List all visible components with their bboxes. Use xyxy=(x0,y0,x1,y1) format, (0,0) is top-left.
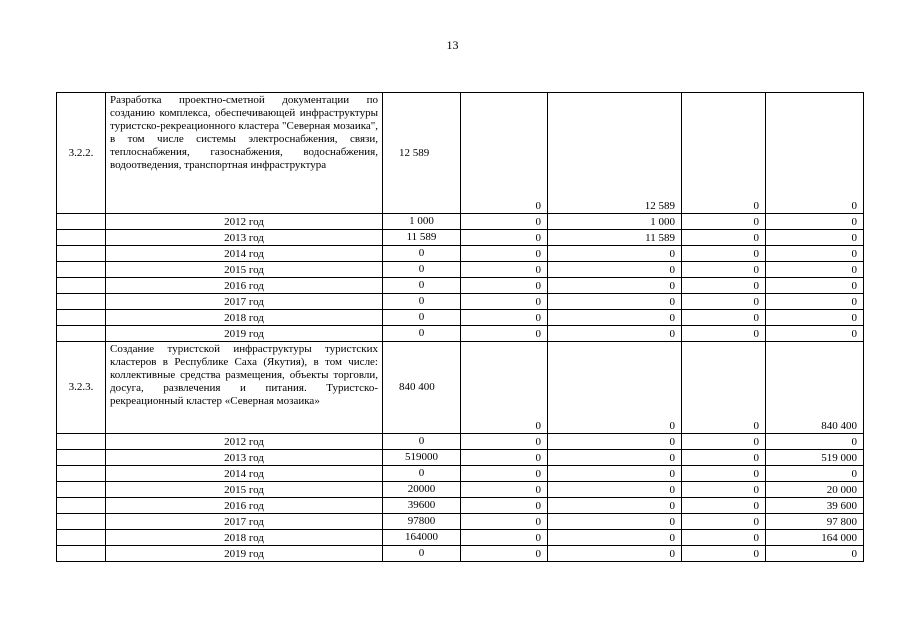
year-total: 0 xyxy=(383,246,461,262)
code-empty-cell xyxy=(57,434,106,450)
code-empty-cell xyxy=(57,294,106,310)
year-col4: 0 xyxy=(682,278,766,294)
year-col2: 0 xyxy=(461,326,548,342)
year-label: 2012 год xyxy=(106,434,383,450)
year-col2: 0 xyxy=(461,482,548,498)
year-col5: 164 000 xyxy=(766,530,864,546)
year-col2: 0 xyxy=(461,294,548,310)
year-col5: 0 xyxy=(766,326,864,342)
year-total: 0 xyxy=(383,262,461,278)
year-label: 2016 год xyxy=(106,498,383,514)
year-col5: 39 600 xyxy=(766,498,864,514)
year-col5: 0 xyxy=(766,466,864,482)
year-col2: 0 xyxy=(461,514,548,530)
year-row xyxy=(57,310,864,326)
page-number: 13 xyxy=(446,38,459,52)
year-row xyxy=(57,278,864,294)
code-empty-cell xyxy=(57,466,106,482)
year-row xyxy=(57,262,864,278)
budget-table-body xyxy=(57,93,864,562)
year-total: 0 xyxy=(383,326,461,342)
year-label: 2019 год xyxy=(106,326,383,342)
year-col5: 0 xyxy=(766,246,864,262)
section-code: 3.2.2. xyxy=(57,93,106,214)
section-col2: 0 xyxy=(461,342,548,434)
year-label: 2014 год xyxy=(106,246,383,262)
year-col3: 0 xyxy=(548,246,682,262)
year-col4: 0 xyxy=(682,514,766,530)
section-col4: 0 xyxy=(682,93,766,214)
year-col5: 0 xyxy=(766,214,864,230)
section-col3: 0 xyxy=(548,342,682,434)
year-row xyxy=(57,294,864,310)
year-label: 2018 год xyxy=(106,530,383,546)
year-col3: 0 xyxy=(548,434,682,450)
year-col4: 0 xyxy=(682,294,766,310)
year-col2: 0 xyxy=(461,466,548,482)
year-col4: 0 xyxy=(682,310,766,326)
year-row xyxy=(57,214,864,230)
year-total: 0 xyxy=(383,294,461,310)
year-col5: 0 xyxy=(766,278,864,294)
year-label: 2016 год xyxy=(106,278,383,294)
year-col5: 97 800 xyxy=(766,514,864,530)
code-empty-cell xyxy=(57,246,106,262)
section-total: 840 400 xyxy=(383,342,461,434)
year-col3: 0 xyxy=(548,530,682,546)
year-total: 0 xyxy=(383,278,461,294)
year-row xyxy=(57,546,864,562)
year-col2: 0 xyxy=(461,214,548,230)
section-description: Разработка проектно-сметной документации по созданию комплекса, обеспечивающей инфраструктуры туристско-рекреационного кластера "Северная мозаика", в том числе системы электроснабжения, связи, теплоснабжения, газоснабжения, водоснабжения, водоотведения, транспортная инфраструктура xyxy=(106,93,383,214)
year-total: 0 xyxy=(383,434,461,450)
year-label: 2018 год xyxy=(106,310,383,326)
year-col3: 0 xyxy=(548,514,682,530)
section-row xyxy=(57,342,864,434)
year-col4: 0 xyxy=(682,214,766,230)
year-total: 39600 xyxy=(383,498,461,514)
year-col4: 0 xyxy=(682,546,766,562)
year-col3: 0 xyxy=(548,450,682,466)
year-total: 519000 xyxy=(383,450,461,466)
code-empty-cell xyxy=(57,514,106,530)
year-col5: 20 000 xyxy=(766,482,864,498)
year-col2: 0 xyxy=(461,246,548,262)
year-row xyxy=(57,514,864,530)
year-row xyxy=(57,498,864,514)
year-total: 0 xyxy=(383,466,461,482)
year-row xyxy=(57,434,864,450)
year-col5: 0 xyxy=(766,434,864,450)
section-col4: 0 xyxy=(682,342,766,434)
year-col3: 0 xyxy=(548,310,682,326)
year-label: 2015 год xyxy=(106,482,383,498)
section-description: Создание туристской инфраструктуры туристских кластеров в Республике Саха (Якутия), в том числе: коллективные средства размещения, объекты торговли, досуга, развлечения и питания. Туристско-рекреационный кластер «Северная мозаика» xyxy=(106,342,383,434)
year-col3: 1 000 xyxy=(548,214,682,230)
code-empty-cell xyxy=(57,482,106,498)
year-col2: 0 xyxy=(461,450,548,466)
year-row xyxy=(57,246,864,262)
year-label: 2017 год xyxy=(106,294,383,310)
code-empty-cell xyxy=(57,546,106,562)
year-col2: 0 xyxy=(461,546,548,562)
year-col2: 0 xyxy=(461,278,548,294)
year-col4: 0 xyxy=(682,246,766,262)
section-code: 3.2.3. xyxy=(57,342,106,434)
year-col5: 519 000 xyxy=(766,450,864,466)
year-total: 0 xyxy=(383,310,461,326)
year-col4: 0 xyxy=(682,262,766,278)
year-col5: 0 xyxy=(766,230,864,246)
year-label: 2014 год xyxy=(106,466,383,482)
year-row xyxy=(57,466,864,482)
year-row xyxy=(57,230,864,246)
year-col2: 0 xyxy=(461,434,548,450)
year-col4: 0 xyxy=(682,466,766,482)
year-col5: 0 xyxy=(766,310,864,326)
year-label: 2017 год xyxy=(106,514,383,530)
year-total: 164000 xyxy=(383,530,461,546)
section-col2: 0 xyxy=(461,93,548,214)
year-label: 2013 год xyxy=(106,230,383,246)
code-empty-cell xyxy=(57,262,106,278)
code-empty-cell xyxy=(57,310,106,326)
code-empty-cell xyxy=(57,498,106,514)
code-empty-cell xyxy=(57,450,106,466)
year-col3: 0 xyxy=(548,278,682,294)
year-total: 1 000 xyxy=(383,214,461,230)
section-col5: 0 xyxy=(766,93,864,214)
year-col4: 0 xyxy=(682,434,766,450)
year-row xyxy=(57,326,864,342)
code-empty-cell xyxy=(57,326,106,342)
year-col5: 0 xyxy=(766,546,864,562)
year-col2: 0 xyxy=(461,498,548,514)
year-label: 2013 год xyxy=(106,450,383,466)
year-col3: 0 xyxy=(548,546,682,562)
year-col2: 0 xyxy=(461,310,548,326)
year-col2: 0 xyxy=(461,530,548,546)
code-empty-cell xyxy=(57,530,106,546)
year-col3: 0 xyxy=(548,326,682,342)
year-col3: 0 xyxy=(548,498,682,514)
section-col5: 840 400 xyxy=(766,342,864,434)
year-col4: 0 xyxy=(682,326,766,342)
year-col3: 0 xyxy=(548,482,682,498)
year-col3: 11 589 xyxy=(548,230,682,246)
year-total: 20000 xyxy=(383,482,461,498)
year-col4: 0 xyxy=(682,498,766,514)
year-label: 2019 год xyxy=(106,546,383,562)
code-empty-cell xyxy=(57,214,106,230)
year-row xyxy=(57,450,864,466)
year-label: 2012 год xyxy=(106,214,383,230)
year-col2: 0 xyxy=(461,262,548,278)
year-col4: 0 xyxy=(682,230,766,246)
section-total: 12 589 xyxy=(383,93,461,214)
code-empty-cell xyxy=(57,278,106,294)
year-total: 97800 xyxy=(383,514,461,530)
year-col4: 0 xyxy=(682,450,766,466)
year-col3: 0 xyxy=(548,294,682,310)
year-col5: 0 xyxy=(766,262,864,278)
year-total: 11 589 xyxy=(383,230,461,246)
code-empty-cell xyxy=(57,230,106,246)
year-col3: 0 xyxy=(548,262,682,278)
year-col4: 0 xyxy=(682,482,766,498)
year-total: 0 xyxy=(383,546,461,562)
year-row xyxy=(57,530,864,546)
year-col4: 0 xyxy=(682,530,766,546)
section-col3: 12 589 xyxy=(548,93,682,214)
year-col2: 0 xyxy=(461,230,548,246)
year-col5: 0 xyxy=(766,294,864,310)
year-label: 2015 год xyxy=(106,262,383,278)
year-col3: 0 xyxy=(548,466,682,482)
section-row xyxy=(57,93,864,214)
year-row xyxy=(57,482,864,498)
budget-table xyxy=(56,92,864,562)
